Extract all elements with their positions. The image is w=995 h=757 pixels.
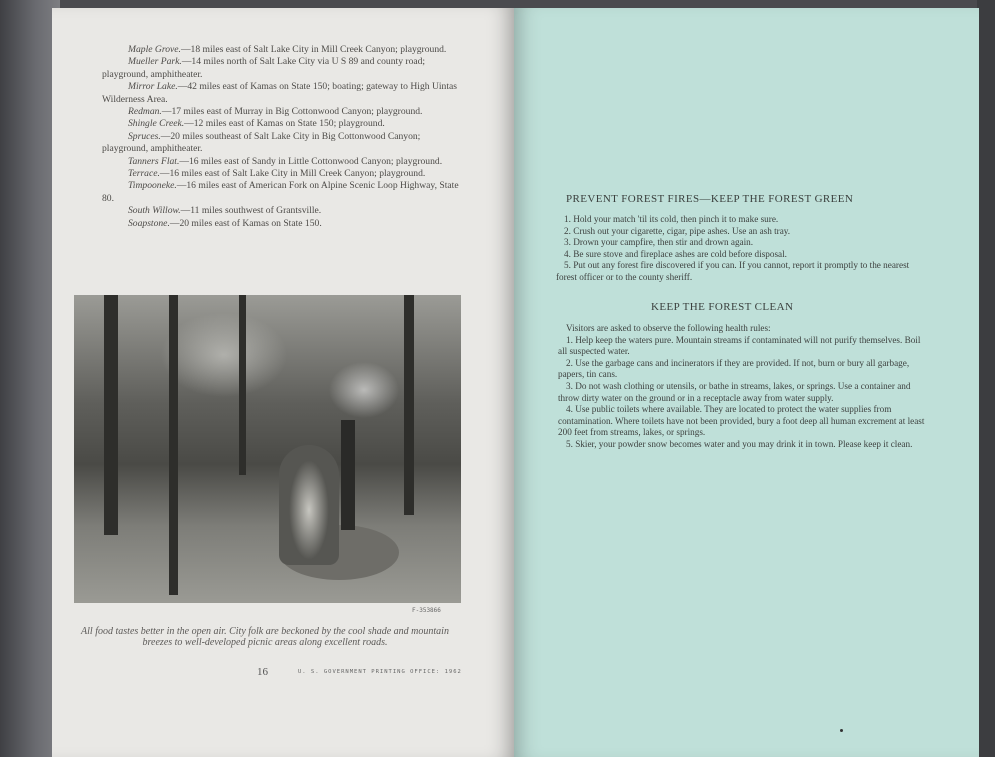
entry-name: Spruces. (128, 130, 161, 142)
entry-text: —16 miles east of Sandy in Little Cottonwood Canyon; playground. (179, 155, 443, 167)
photo-id: F-353866 (412, 607, 441, 614)
list-item: 5. Skier, your powder snow becomes water and you may drink it in town. Please keep it clean. (566, 438, 913, 449)
list-item: 3. Drown your campfire, then stir and drown again. (564, 237, 754, 247)
entry-name: Mueller Park. (128, 56, 182, 68)
entry-text: —17 miles east of Murray in Big Cottonwood Canyon; playground. (161, 106, 423, 118)
entry-text: —18 miles east of Salt Lake City in Mill Creek Canyon; playground. (180, 44, 447, 55)
tree-trunk (239, 295, 246, 475)
person-figure (279, 445, 339, 565)
list-item (102, 168, 468, 180)
entry-name: South Willow. (128, 205, 181, 217)
printing-imprint: U. S. GOVERNMENT PRINTING OFFICE: 1962 (298, 669, 462, 675)
tree-trunk (404, 295, 414, 515)
list-item (102, 180, 468, 205)
entry-name: Soapstone. (128, 217, 170, 229)
entry-text: —42 miles east of Kamas on State 150; boating; gateway to High Uintas Wilderness Area. (102, 81, 457, 105)
list-item: 4. Be sure stove and fireplace ashes are cold before disposal. (564, 248, 787, 259)
list-item (102, 56, 468, 81)
left-page (52, 8, 514, 757)
health-intro: Visitors are asked to observe the following health rules: (566, 323, 771, 333)
entry-text: —12 miles east of Kamas on State 150; playground. (184, 118, 385, 130)
entry-text: —11 miles southwest of Grantsville. (180, 205, 322, 217)
list-item: 1. Help keep the waters pure. Mountain streams if contaminated will not purify themselves. Boil all suspected water. (558, 334, 921, 357)
list-item: 3. Do not wash clothing or utensils, or bathe in streams, lakes, or springs. Use a container and throw dirty water on the ground or in a receptacle away from water supply. (558, 380, 911, 403)
list-item: 2. Use the garbage cans and incinerators if they are provided. If not, burn or bury all garbage, papers, tin cans. (558, 357, 910, 380)
fire-rules-list (556, 214, 916, 283)
entry-text: —14 miles north of Salt Lake City via U S 89 and county road; playground, amphitheater. (102, 56, 426, 80)
campfire-photo (74, 295, 461, 603)
entry-text: —16 miles east of Salt Lake City in Mill Creek Canyon; playground. (159, 168, 426, 180)
tree-trunk (104, 295, 118, 535)
photo-caption: All food tastes better in the open air. City folk are beckoned by the cool shade and mountain breezes to well-developed picnic areas along excellent roads. (81, 626, 449, 648)
entry-text: —20 miles east of Kamas on State 150. (169, 217, 322, 229)
entry-name: Redman. (128, 106, 162, 118)
entry-name: Shingle Creek. (128, 118, 185, 130)
picnic-area-list (102, 44, 468, 230)
list-item: 2. Crush out your cigarette, cigar, pipe ashes. Use an ash tray. (564, 225, 791, 236)
stove-pipe (341, 420, 355, 530)
page-number: 16 (257, 666, 268, 678)
entry-text: —16 miles east of American Fork on Alpine Scenic Loop Highway, State 80. (102, 180, 459, 204)
background-left (0, 0, 60, 757)
list-item (102, 156, 468, 168)
list-item (102, 106, 468, 118)
entry-text: —20 miles southeast of Salt Lake City in Big Cottonwood Canyon; playground, amphitheater. (102, 130, 421, 155)
list-item (102, 131, 468, 156)
page-speck (840, 729, 843, 732)
entry-name: Mirror Lake. (128, 81, 178, 93)
entry-name: Tanners Flat. (128, 155, 180, 167)
tree-trunk (169, 295, 178, 595)
list-item (102, 218, 468, 230)
list-item (102, 205, 468, 217)
list-item (102, 81, 468, 106)
list-item: 1. Hold your match 'til its cold, then pinch it to make sure. (564, 214, 779, 224)
entry-name: Terrace. (128, 168, 160, 180)
right-page (514, 8, 979, 757)
entry-name: Timpooneke. (128, 180, 177, 192)
clean-heading: KEEP THE FOREST CLEAN (651, 301, 794, 313)
entry-name: Maple Grove. (128, 44, 181, 55)
list-item (102, 118, 468, 130)
list-item (102, 44, 468, 56)
fires-heading: PREVENT FOREST FIRES—KEEP THE FOREST GREEN (566, 193, 854, 205)
list-item: 5. Put out any forest fire discovered if you can. If you cannot, report it promptly to the nearest forest officer or to the county sheriff. (556, 260, 910, 282)
health-rules-list (558, 323, 928, 451)
list-item: 4. Use public toilets where available. They are located to protect the water supplies from contamination. Where toilets have not been provided, bury a foot deep all human excrement at least 200 feet from streams, lakes, or springs. (558, 404, 925, 438)
background-right (977, 0, 995, 757)
